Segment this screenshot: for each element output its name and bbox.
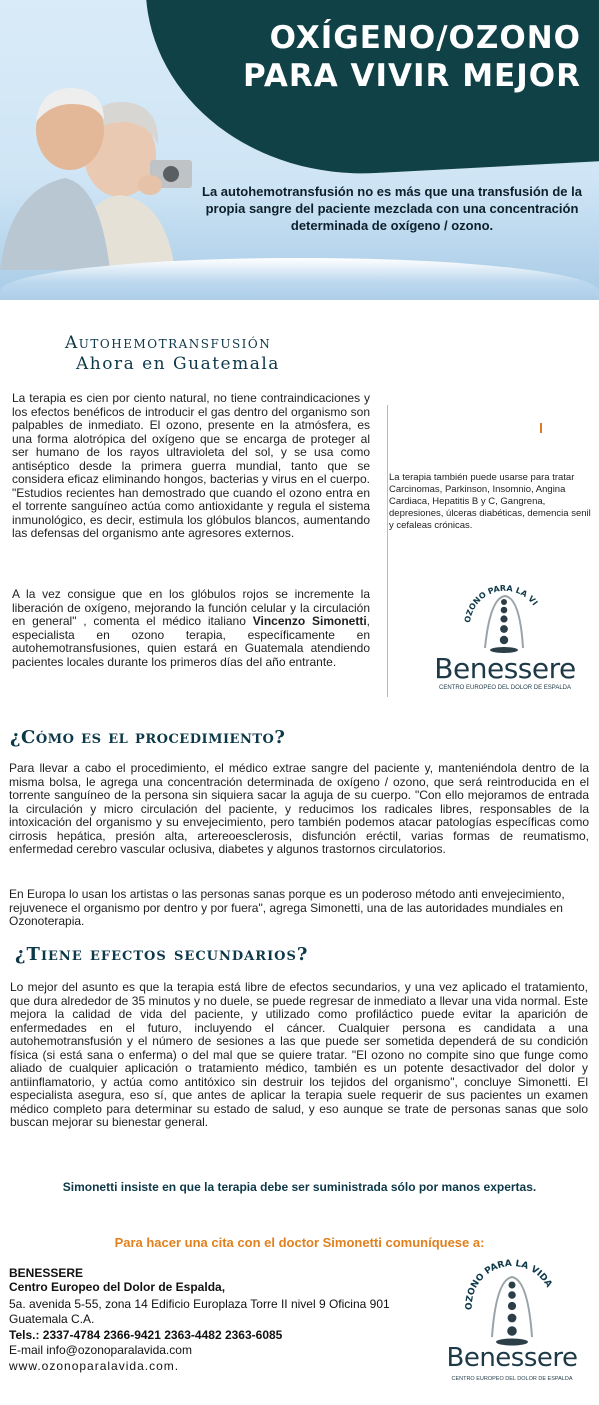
paragraph-5: Lo mejor del asunto es que la terapia está libre de efectos secundarios, y una vez aplicado el tratamiento, que dura alrededor de 35 minutos y no duele, se puede regresar de inmediato a llevar una vida normal. Este mejora la calidad de vida del paciente, y utilizado como profiláctico puede evitar la aparición de enfermedades en el futuro, incluyendo el cáncer. Cualquier persona es candidata a una autohemotransfusión y el número de sesiones a las que puede ser sometida dependerá de su condición física (si está sana o enferma) o del mal que se quiere tratar. "El ozono no compite sino que funge como aliado de cualquier aplicación o tratamiento médico, también es un potente desactivador del dolor y antiinflamatorio, y actúa como antitóxico sin destruir los tejidos del organismo", concluye Simonetti. El especialista asegura, eso sí, que antes de aplicar la terapia suele requerir de sus pacientes un examen médico completo para determinar su estado de salud, y eso aunque se trate de personas sanas que solo buscan mejorar su bienestar general. [10,980,588,1129]
quote-text: Simonetti insiste en que la terapia debe ser suministrada sólo por manos expertas. [62,1180,537,1194]
seniors-photo [0,60,220,270]
benessere-logo [415,578,595,696]
logo-brand-footer: Benessere [446,1343,578,1373]
contact-city: Guatemala C.A. [9,1312,95,1326]
call-to-action: Para hacer una cita con el doctor Simonetti comuníquese a: [114,1235,485,1250]
logo-arc-text: OZONO PARA LA VI [462,583,540,624]
paragraph-4: En Europa lo usan los artistas o las personas sanas porque es un poderoso método anti envejecimiento, rejuvenece el organismo por dentro y por fuera", agrega Simonetti, una de las autoridades mundiales en Ozonoterapia. [9,887,565,928]
title-line-1: OXÍGENO/OZONO [269,20,581,56]
benessere-logo-footer [432,1255,592,1390]
doctor-name: Vincenzo Simonetti [252,614,367,628]
contact-subtitle: Centro Europeo del Dolor de Espalda, [9,1280,226,1294]
title-line-2: PARA VIVIR MEJOR [242,58,581,94]
section3-title: ¿Tiene efectos secundarios? [15,944,309,965]
section1-title-line2: Ahora en Guatemala [76,354,280,374]
contact-phones: Tels.: 2337-4784 2366-9421 2363-4482 2363-6085 [9,1328,283,1342]
side-note: La terapia también puede usarse para tratar Carcinomas, Parkinson, Insomnio, Angina Cardiaca, Hepatitis B y C, Gangrena, depresiones, úlceras diabéticas, demencia senil y cefaleas crónicas. [389,472,591,531]
logo-brand: Benessere [434,652,576,685]
lead-text: La autohemotransfusión no es más que una transfusión de la propia sangre del paciente mezclada con una concentración determinada de oxígeno / ozono. [202,184,582,233]
paragraph-1: La terapia es cien por ciento natural, no tiene contraindicaciones y los efectos benéficos de introducir el gas dentro del organismo son palpables de inmediato. El ozono, presente en la atmósfera, es una forma alotrópica del oxígeno que se encarga de proteger al ser humano de los rayos ultravioleta del sol, y se usa como antiséptico desde la primera guerra mundial, tanto que se considera eficaz eliminando hongos, bacterias y virus en el cuerpo. "Estudios recientes han demostrado que cuando el ozono entra en el torrente sanguíneo actúa como antioxidante y regula el sistema inmunológico, es decir, estimula los glóbulos blancos, aumentando las defensas del organismo ante agresores externos. [12,391,370,540]
orange-mark [540,423,542,433]
contact-email[interactable]: E-mail info@ozonoparalavida.com [9,1343,192,1357]
logo-tagline-footer: CENTRO EUROPEO DEL DOLOR DE ESPALDA [451,1376,573,1382]
paragraph-2 [12,588,370,669]
logo-arc-text-footer: OZONO PARA LA VIDA [464,1258,554,1311]
section2-title: ¿Cómo es el procedimiento? [10,727,286,748]
contact-name: BENESSERE [9,1266,84,1280]
paragraph-2-text-a: A la vez consigue que en los glóbulos rojos se incremente la liberación de oxígeno, mejorando la función celular y la circulación en general" , comenta el médico italiano [12,587,370,628]
paragraph-3: Para llevar a cabo el procedimiento, el médico extrae sangre del paciente y, manteniéndola dentro de la misma bolsa, le agrega una concentración determinada de oxígeno / ozono, que será reintroducida en el torrente sanguíneo de la persona sin siquiera sacar la aguja de su cuerpo. "Con ello mejoramos de entrada la circulación y micro circulación del paciente, y reducimos los radicales libres, responsables de la intoxicación del organismo y su envejecimiento, pero también podemos atacar patologías específicas como cirrosis hepática, presión alta, artereoesclerosis, disfunción eréctil, varias formas de reumatismo, enfermedad cerebro vascular oclusiva, diabetes y algunos trastornos circulatorios. [9,761,589,856]
column-divider [387,405,388,697]
paragraph-2-text-b: , especialista en ozono terapia, específicamente en autohemotransfusiones, quien estará en Guatemala atendiendo pacientes locales durante los primeros días del año entrante. [12,614,370,669]
section1-title-line1: Autohemotransfusión [65,333,272,353]
contact-address: 5a. avenida 5-55, zona 14 Edificio Europlaza Torre II nivel 9 Oficina 901 [9,1297,390,1311]
contact-website[interactable]: www.ozonoparalavida.com. [9,1359,180,1373]
hero-banner [0,0,599,300]
logo-tagline: CENTRO EUROPEO DEL DOLOR DE ESPALDA [438,685,572,691]
